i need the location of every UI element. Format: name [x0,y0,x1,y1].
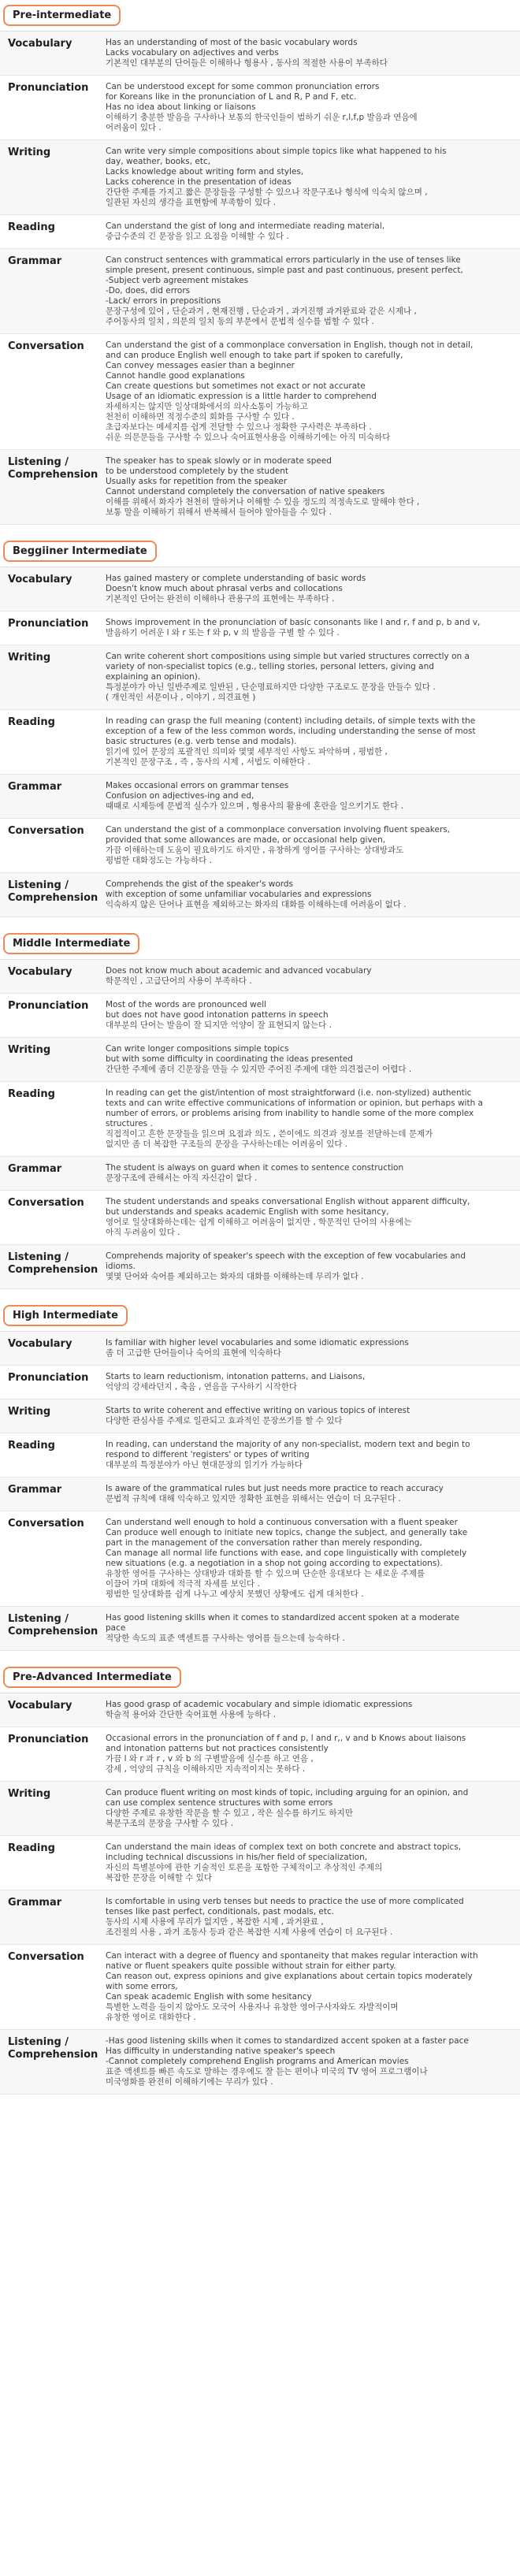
description-line: Can understand the gist of long and intermediate reading material, [106,221,385,231]
skill-description [101,1157,520,1190]
description-line: Can understand well enough to hold a continuous conversation with a fluent speaker [106,1518,458,1527]
skill-description [101,994,520,1037]
description-line: Most of the words are pronounced well [106,1000,267,1009]
description-line: Has gained mastery or complete understanding of basic words [106,574,366,583]
skill-label: Vocabulary [8,574,72,585]
skill-description [101,76,520,139]
description-line: 평범한 일상대화를 쉽게 나누고 예상치 못했던 상황에도 쉽게 대처한다 . [106,1589,364,1599]
description-line: -Has good listening skills when it comes to standardized accent spoken at a faster pace [106,2036,469,2046]
level-section [0,0,520,525]
description-line: Has difficulty in understanding native speaker's speech [106,2046,336,2056]
description-line: Can produce fluent writing on most kinds of topic, including arguing for an opinion, and [106,1788,469,1797]
skill-row [0,567,520,611]
description-line: Can write very simple compositions about simple topics like what happened to his [106,147,447,156]
description-line: In reading can get the gist/intention of most straightforward (i.e. non-stylized) authentic [106,1088,472,1098]
description-line: 학술적 용어와 간단한 숙어표현 사용에 능하다 . [106,1710,277,1719]
skill-row [0,1245,520,1289]
skill-row [0,2030,520,2095]
description-line: Has no idea about linking or liaisons [106,102,256,112]
skill-label: Listening / Comprehension [8,879,98,904]
level-title: High Intermediate [3,1305,128,1326]
description-line: 문장구조에 관해서는 아직 자신감이 없다 . [106,1173,258,1183]
level-title: Beggiiner Intermediate [3,541,157,562]
skill-label: Listening / Comprehension [8,456,98,481]
skill-row [0,645,520,710]
skill-description [101,1082,520,1156]
description-line: to be understood completely by the student [106,467,288,476]
skill-description [101,567,520,611]
description-line: Can convey messages easier than a beginner [106,361,295,370]
description-line: 복잡한 문장을 이해할 수 있다 [106,1873,213,1883]
level-title: Pre-intermediate [3,5,121,26]
description-line: 표준 액센트를 빠른 속도로 말하는 경우에도 잘 듣는 편이나 미국의 TV 영어 프로그램이나 [106,2067,428,2076]
skill-description [101,819,520,872]
description-line: 문법적 규칙에 대해 익숙하고 있지만 정확한 표현을 위해서는 연습이 더 요구된다 . [106,1494,401,1504]
description-line: The student understands and speaks conversational English without apparent difficulty, [106,1197,470,1206]
skill-row [0,819,520,873]
skill-label: Writing [8,1406,51,1418]
skill-description [101,32,520,75]
skill-description [101,775,520,818]
description-line: 이해하기 충분한 발음을 구사하나 보통의 한국인들이 범하기 쉬운 r,l,f,p 발음과 연음에 [106,113,418,122]
skill-row [0,611,520,645]
description-line: 적당한 속도의 표준 액센트를 구사하는 영어를 들으는데 능숙하다 . [106,1634,345,1643]
skill-row [0,32,520,76]
description-line: Cannot handle good explanations [106,371,245,381]
description-line: Can understand the gist of a commonplace conversation in English, though not in detail, [106,340,474,350]
description-line: day, weather, books, etc, [106,157,211,166]
description-line: Can produce well enough to initiate new topics, change the subject, and generally take [106,1528,468,1537]
description-line: 자신의 특별분야에 관한 기술적인 토론을 포함한 구체적이고 추상적인 주제의 [106,1863,383,1872]
description-line: Makes occasional errors on grammar tenses [106,781,289,790]
description-line: but does not have good intonation patterns in speech [106,1010,329,1020]
skill-description [101,1478,520,1511]
skill-row [0,1082,520,1157]
description-line: 복문구조의 문장을 구사할 수 있다 . [106,1819,234,1828]
description-line: idioms. [106,1262,136,1271]
description-line: The speaker has to speak slowly or in moderate speed [106,456,332,466]
description-line: In reading can grasp the full meaning (content) including details, of simple texts with the [106,716,476,726]
description-line: 문장구성에 있어 , 단순과거 , 현재진행 , 단순과거 , 과거진행 과거완료와 같은 시제나 , [106,307,417,316]
skill-description [101,249,520,333]
skill-description [101,140,520,214]
skill-label: Vocabulary [8,1700,72,1712]
description-line: exception of a few of the less common words, including understanding the sense of most [106,727,476,736]
description-line: Comprehends majority of speaker's speech with the exception of few vocabularies and [106,1251,466,1261]
skill-row [0,1038,520,1082]
description-line: Can construct sentences with grammatical errors particularly in the use of tenses like [106,255,461,265]
description-line: Usage of an idiomatic expression is a little harder to comprehend [106,392,377,401]
description-line: provided that some allowances are made, or occasional help given, [106,835,386,845]
skill-description [101,645,520,709]
skill-label: Conversation [8,1197,84,1209]
level-section [0,1300,520,1651]
description-line: 아직 두려움이 있다 . [106,1228,180,1237]
description-line: In reading, can understand the majority of any non-specialist, modern text and begin to [106,1440,470,1449]
skill-label: Grammar [8,1897,62,1909]
skill-label: Vocabulary [8,966,72,978]
description-line: with some errors, [106,1982,178,1991]
skill-row [0,140,520,215]
description-line: Cannot understand completely the conversation of native speakers [106,487,385,496]
description-line: variety of non-specialist topics (e.g., telling stories, personal letters, giving and [106,662,434,671]
skill-row [0,334,520,450]
skill-description [101,960,520,993]
description-line: -Cannot completely comprehend English programs and American movies [106,2057,409,2066]
description-line: explaining an opinion). [106,672,201,682]
description-line: 때때로 시제등에 문법적 실수가 있으며 , 형용사의 활용에 혼란을 일으키기도 한다 . [106,801,404,811]
description-line: -Subject verb agreement mistakes [106,276,249,285]
description-line: 평범한 대화정도는 가능하다 . [106,856,213,865]
description-line: 쉬운 의문문들을 구사할 수 있으나 숙어표현사용을 이해하기에는 아직 미숙하다 [106,433,391,442]
description-line: texts and can write effective communications of information or opinion, but perhaps with a [106,1098,483,1108]
skill-label: Reading [8,1440,55,1452]
description-line: 이해를 위해서 화자가 천천히 말하거나 이해할 수 있을 정도의 적정속도로 말해야 한다 , [106,497,420,507]
skill-label: Reading [8,1088,55,1100]
description-line: 읽기에 있어 문장의 포괄적인 의미와 몇몇 세부적인 사항도 파악하며 , 평범한 , [106,747,388,756]
skills-table [0,567,520,917]
level-section [0,928,520,1289]
description-line: 천천히 이해하면 적정수준의 회화를 구사할 수 있다 . [106,412,295,422]
description-line: 기본적인 문장구조 , 즉 , 동사의 시제 , 서법도 이해한다 . [106,757,310,767]
skill-row [0,1332,520,1366]
description-line: 학문적인 , 고급단어의 사용이 부족하다 . [106,976,252,986]
description-line: new situations (e.g. a negotiation in a shop not going according to expectations). [106,1559,443,1568]
skill-label: Grammar [8,1163,62,1175]
description-line: 자세하지는 않지만 일상대화에서의 의사소통이 가능하고 [106,402,308,411]
skill-label: Writing [8,1788,51,1800]
description-line: 특별한 노력을 들이지 않아도 모국어 사용자나 유창한 영어구사자와도 자발적이며 [106,2002,399,2012]
skill-row [0,994,520,1038]
skill-description [101,1433,520,1477]
description-line: Is familiar with higher level vocabularies and some idiomatic expressions [106,1338,409,1347]
description-line: Usually asks for repetition from the speaker [106,477,288,486]
description-line: Can write coherent short compositions using simple but varied structures correctly on a [106,652,470,661]
description-line: 없지만 좀 더 복잡한 구조들의 문장을 구사하는데는 어려움이 있다 . [106,1139,348,1149]
skill-row [0,215,520,249]
description-line: 다양한 주제로 유창한 작문을 할 수 있고 , 작은 실수를 하기도 하지만 [106,1808,353,1818]
description-line: 특정분야가 아닌 일반주제로 일반된 , 단순명료하지만 다양한 구조로도 문장을 만들수 있다 . [106,682,436,692]
description-line: 초급자보다는 메세지를 쉽게 전달할 수 있으나 정확한 구사력은 부족하다 . [106,422,372,432]
description-line: with exception of some unfamiliar vocabularies and expressions [106,890,372,899]
skill-row [0,1478,520,1511]
description-line: part in the management of the conversation rather than merely responding, [106,1538,422,1548]
description-line: 좀 더 고급한 단어들이나 숙어의 표현에 익숙하다 [106,1348,281,1358]
description-line: 대부분의 단어는 발음이 잘 되지만 억양이 잘 표현되지 않는다 . [106,1020,332,1030]
description-line: 미국영화를 완전히 이해하기에는 무리가 있다 . [106,2077,273,2087]
skill-row [0,1727,520,1782]
skill-description [101,1332,520,1365]
description-line: Lacks knowledge about writing form and styles, [106,167,304,177]
description-line: Can reason out, express opinions and give explanations about certain topics moderately [106,1972,473,1981]
skill-description [101,1245,520,1288]
description-line: 간단한 주제에 좀더 긴문장을 만들 수 있지만 주어진 주제에 대한 의견접근이 어렵다 . [106,1065,412,1074]
skills-table [0,1331,520,1651]
skill-description [101,611,520,645]
description-line: 간단한 주제를 가지고 짧은 문장들을 구성할 수 있으나 작문구조나 형식에 익숙치 않으며 , [106,188,428,197]
skill-description [101,1366,520,1399]
level-section [0,536,520,917]
description-line: 보통 말을 이해하기 위해서 반복해서 들어야 알아들을 수 있다 . [106,507,332,517]
skills-table [0,1693,520,2095]
description-line: Comprehends the gist of the speaker's words [106,879,294,889]
skill-row [0,1400,520,1433]
skill-description [101,2030,520,2094]
description-line: 가끔 이해하는데 도움이 필요하기도 하지만 , 유창하게 영어를 구사하는 상대방과도 [106,846,404,855]
description-line: but with some difficulty in coordinating the ideas presented [106,1054,353,1064]
description-line: Confusion on adjectives-ing and ed, [106,791,254,801]
description-line: 유창한 영어를 구사하는 상대방과 대화를 할 수 있으며 단순한 응대보다 는 새로운 주제를 [106,1569,425,1578]
skill-row [0,1782,520,1836]
description-line: 몇몇 단어와 숙어를 제외하고는 화자의 대화를 이해하는데 무리가 없다 . [106,1272,364,1281]
skill-label: Reading [8,1842,55,1854]
description-line: Can create questions but sometimes not exact or not accurate [106,381,366,391]
description-line: Is aware of the grammatical rules but just needs more practice to reach accuracy [106,1484,444,1493]
skill-row [0,873,520,917]
description-line: 기본적인 단어는 완전히 이해하나 관용구의 표현에는 부족하다 . [106,594,335,604]
skill-label: Pronunciation [8,1734,89,1745]
skill-row [0,1191,520,1245]
level-title: Middle Intermediate [3,933,139,954]
description-line: Shows improvement in the pronunciation of basic consonants like l and r, f and p, b and v, [106,618,481,627]
skill-description [101,1038,520,1081]
description-line: structures . [106,1119,153,1128]
description-line: simple present, present continuous, simple past and past continuous, present perfect, [106,266,463,275]
description-line: Has good grasp of academic vocabulary and simple idiomatic expressions [106,1700,413,1709]
description-line: 이끌어 가며 대화에 적극적 자세를 보인다 . [106,1579,260,1589]
skill-label: Writing [8,1044,51,1056]
description-line: Can interact with a degree of fluency and spontaneity that makes regular interaction with [106,1951,478,1961]
description-line: ( 개인적인 서문이나 , 이야기 , 의견표현 ) [106,693,256,702]
skill-description [101,1693,520,1727]
skill-description [101,1782,520,1835]
description-line: Lacks coherence in the presentation of ideas [106,177,292,187]
skill-label: Listening / Comprehension [8,1251,98,1276]
description-line: Has good listening skills when it comes to standardized accent spoken at a moderate [106,1613,460,1623]
skill-row [0,1366,520,1400]
skill-label: Writing [8,147,51,158]
skill-row [0,1945,520,2030]
skill-row [0,1693,520,1727]
skill-row [0,1157,520,1191]
skill-label: Grammar [8,781,62,793]
skill-row [0,960,520,994]
skill-description [101,1191,520,1244]
skill-row [0,710,520,775]
description-line: Can write longer compositions simple topics [106,1044,289,1054]
skills-table [0,959,520,1289]
skill-label: Pronunciation [8,1000,89,1012]
description-line: Can speak academic English with some hesitancy [106,1992,312,2002]
skill-label: Grammar [8,255,62,267]
description-line: and intonation patterns but not practices consistently [106,1744,329,1753]
description-line: Occasional errors in the pronunciation of f and p, l and r,, v and b Knows about liaisons [106,1734,466,1743]
skill-description [101,215,520,248]
skill-label: Pronunciation [8,618,89,630]
description-line: for Koreans like in the pronunciation of L and R, P and F, etc. [106,92,357,102]
description-line: pace [106,1623,126,1633]
skill-row [0,76,520,140]
description-line: -Do, does, did errors [106,286,191,296]
skill-row [0,450,520,525]
description-line: but understands and speaks academic English with some hesitancy, [106,1207,389,1217]
skill-row [0,1433,520,1478]
description-line: Starts to learn reductionism, intonation patterns, and Liaisons, [106,1372,366,1381]
description-line: number of errors, or problems arising from inability to handle some of the more complex [106,1109,474,1118]
description-line: 대부분의 특정분야가 아닌 현대문장의 읽기가 가능하다 [106,1460,303,1470]
description-line: Starts to write coherent and effective writing on various topics of interest [106,1406,410,1415]
description-line: and can produce English well enough to take part if spoken to carefully, [106,351,403,360]
description-line: 영어로 일상대화하는데는 쉽게 이해하고 어려움이 없지만 , 학문적인 단어의 사용에는 [106,1217,412,1227]
skill-description [101,334,520,449]
description-line: Can understand the main ideas of complex text on both concrete and abstract topics, [106,1842,462,1852]
description-line: 억양의 강세라던지 , 축음 , 연음을 구사하기 시작한다 [106,1382,298,1392]
skill-description [101,873,520,916]
skill-label: Reading [8,221,55,233]
skill-label: Conversation [8,1951,84,1963]
skill-description [101,1607,520,1650]
description-line: respond to different 'registers' or types of writing [106,1450,310,1459]
skill-label: Conversation [8,340,84,352]
skill-description [101,1890,520,1944]
skill-description [101,1400,520,1433]
skill-label: Conversation [8,1518,84,1530]
description-line: 익숙하지 않은 단어나 표현을 제외하고는 화자의 대화를 이해하는데 어려움이 없다 . [106,900,407,909]
description-line: 어려움이 있다 . [106,123,162,132]
description-line: Can understand the gist of a commonplace conversation involving fluent speakers, [106,825,451,835]
skill-row [0,1836,520,1890]
description-line: can use complex sentence structures with some errors [106,1798,333,1808]
description-line: Can be understood except for some common pronunciation errors [106,82,380,91]
description-line: 동사의 시제 사용에 무리가 없지만 , 복잡한 시제 , 과거완료 , [106,1917,324,1927]
skill-label: Writing [8,652,51,664]
skill-row [0,1607,520,1651]
description-line: 주어동사의 일치 , 의문의 일치 동의 부문에서 문법적 실수를 범할 수 있다 . [106,317,374,326]
skill-description [101,1945,520,2029]
description-line: 기본적인 대부분의 단어들은 이해하나 형용사 , 동사의 적절한 사용이 부족하다 [106,58,388,68]
description-line: 중급수준의 긴 문장을 읽고 요점을 이해할 수 있다 . [106,232,289,241]
skill-description [101,710,520,774]
description-line: native or fluent speakers quite possible without strain for either party. [106,1961,396,1971]
description-line: Is comfortable in using verb tenses but needs to practice the use of more complicated [106,1897,464,1906]
level-section [0,1662,520,2095]
description-line: -Lack/ errors in prepositions [106,296,221,306]
description-line: Can manage all normal life functions with ease, and cope linguistically with completely [106,1548,467,1558]
description-line: Doesn't know much about phrasal verbs and collocations [106,584,343,593]
description-line: 일관된 자신의 생각을 표현함에 부족함이 있다 . [106,198,277,207]
description-line: 가끔 l 와 r 과 r , v 와 b 의 구별발음에 실수를 하고 연음 , [106,1754,314,1764]
description-line: Does not know much about academic and advanced vocabulary [106,966,372,976]
skill-label: Listening / Comprehension [8,1613,98,1637]
skill-label: Reading [8,716,55,728]
skill-description [101,1727,520,1781]
skill-row [0,775,520,819]
description-line: 조건절의 사용 , 과거 조동사 등과 같은 복잡한 시제 사용에 연습이 더 요구된다 . [106,1927,393,1937]
skill-label: Vocabulary [8,38,72,50]
skill-row [0,249,520,334]
description-line: 직접적이고 흔한 문장들을 읽으며 요점과 의도 , 쓴이에도 의견과 정보를 전달하는데 문제가 [106,1129,433,1139]
skill-label: Pronunciation [8,1372,89,1384]
skill-description [101,1511,520,1606]
level-title: Pre-Advanced Intermediate [3,1667,181,1688]
description-line: tenses like past perfect, conditionals, past modals, etc. [106,1907,335,1916]
description-line: The student is always on guard when it comes to sentence construction [106,1163,404,1173]
description-line: Lacks vocabulary on adjectives and verbs [106,48,279,58]
skill-description [101,450,520,524]
description-line: 강세 , 억양의 규칙을 이해하지만 지속적이지는 못하다 . [106,1764,306,1774]
skill-label: Vocabulary [8,1338,72,1350]
skills-table [0,31,520,525]
description-line: Has an understanding of most of the basic vocabulary words [106,38,358,47]
skill-row [0,1511,520,1607]
skill-label: Listening / Comprehension [8,2036,98,2061]
description-line: basic structures (e.g. verb tense and modals). [106,737,297,746]
skill-description [101,1836,520,1890]
skill-label: Pronunciation [8,82,89,94]
description-line: 유창한 영어로 대화한다 . [106,2013,196,2022]
skill-label: Grammar [8,1484,62,1496]
skill-label: Conversation [8,825,84,837]
description-line: including technical discussions in his/her field of specialization, [106,1853,368,1862]
description-line: 발음하기 어려운 l 와 r 또는 f 와 p, v 의 발음을 구별 할 수 있다 . [106,628,340,637]
skill-row [0,1890,520,1945]
description-line: 다양한 관심사를 주제로 일관되고 효과적인 문장쓰기를 할 수 있다 [106,1416,343,1426]
